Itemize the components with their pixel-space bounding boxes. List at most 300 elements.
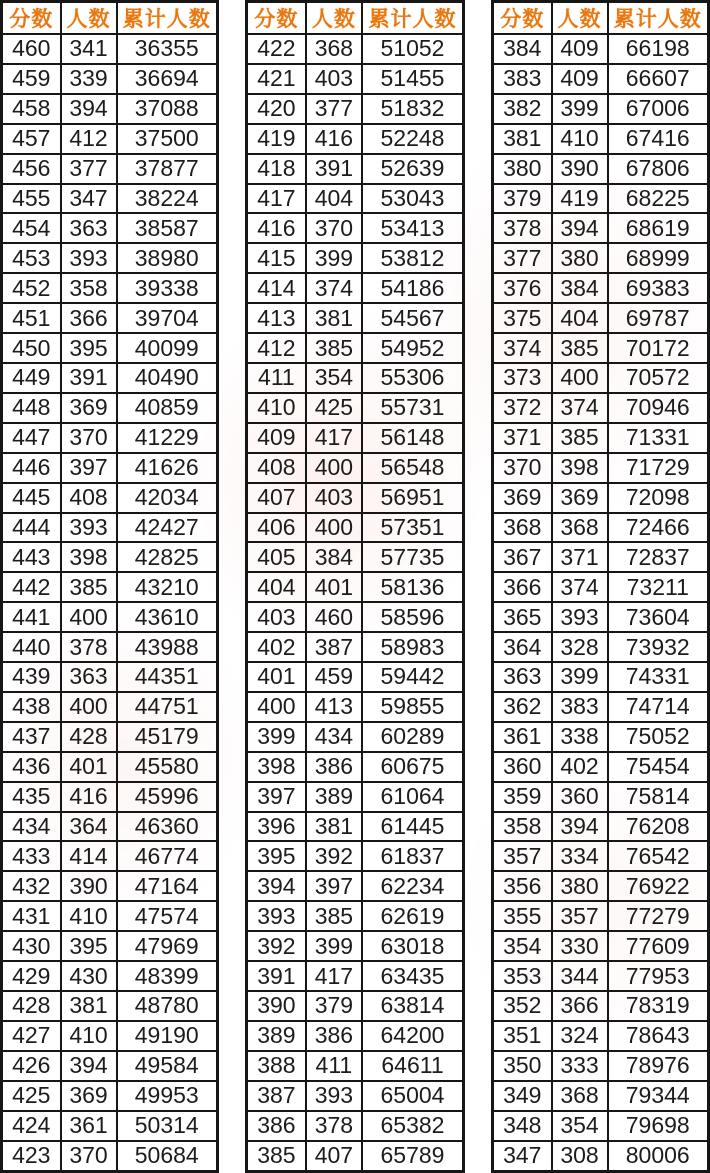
score-cell: 396 xyxy=(247,812,306,842)
table-row xyxy=(2,363,218,393)
count-cell: 378 xyxy=(61,632,117,662)
cumulative-cell: 72098 xyxy=(608,483,709,513)
score-cell: 375 xyxy=(493,303,552,333)
count-cell: 341 xyxy=(61,34,117,64)
score-cell: 432 xyxy=(2,871,61,901)
count-cell: 401 xyxy=(306,572,362,602)
score-cell: 397 xyxy=(247,782,306,812)
count-cell: 387 xyxy=(306,632,362,662)
table-row xyxy=(247,453,464,483)
score-cell: 349 xyxy=(493,1081,552,1111)
cumulative-cell: 56148 xyxy=(362,423,463,453)
table-row xyxy=(247,662,464,692)
count-cell: 324 xyxy=(552,1021,608,1051)
table-row xyxy=(493,961,709,991)
table-row xyxy=(493,363,709,393)
cumulative-cell: 73932 xyxy=(608,632,709,662)
count-cell: 369 xyxy=(61,393,117,423)
column-header-score: 分数 xyxy=(247,2,306,35)
table-row xyxy=(247,1021,464,1051)
cumulative-cell: 65789 xyxy=(362,1141,463,1172)
count-cell: 333 xyxy=(552,1051,608,1081)
count-cell: 390 xyxy=(61,871,117,901)
count-cell: 400 xyxy=(306,453,362,483)
table-row xyxy=(2,483,218,513)
count-cell: 399 xyxy=(306,243,362,273)
cumulative-cell: 55731 xyxy=(362,393,463,423)
cumulative-cell: 47969 xyxy=(117,931,218,961)
table-row xyxy=(247,632,464,662)
cumulative-cell: 36355 xyxy=(117,34,218,64)
cumulative-cell: 58983 xyxy=(362,632,463,662)
cumulative-cell: 47574 xyxy=(117,901,218,931)
score-cell: 428 xyxy=(2,991,61,1021)
table-row xyxy=(2,901,218,931)
cumulative-cell: 78319 xyxy=(608,991,709,1021)
score-cell: 417 xyxy=(247,184,306,214)
score-cell: 440 xyxy=(2,632,61,662)
score-cell: 458 xyxy=(2,94,61,124)
table-row xyxy=(247,64,464,94)
count-cell: 393 xyxy=(61,243,117,273)
column-header-cumulative: 累计人数 xyxy=(362,2,463,35)
count-cell: 394 xyxy=(61,1051,117,1081)
score-cell: 382 xyxy=(493,94,552,124)
count-cell: 397 xyxy=(306,871,362,901)
count-cell: 380 xyxy=(552,243,608,273)
table-row xyxy=(2,662,218,692)
table-row xyxy=(2,812,218,842)
score-cell: 410 xyxy=(247,393,306,423)
score-cell: 373 xyxy=(493,363,552,393)
cumulative-cell: 59855 xyxy=(362,692,463,722)
cumulative-cell: 43988 xyxy=(117,632,218,662)
score-cell: 425 xyxy=(2,1081,61,1111)
table-row xyxy=(493,393,709,423)
count-cell: 371 xyxy=(552,542,608,572)
score-cell: 391 xyxy=(247,961,306,991)
score-cell: 445 xyxy=(2,483,61,513)
score-cell: 430 xyxy=(2,931,61,961)
score-cell: 456 xyxy=(2,154,61,184)
cumulative-cell: 42825 xyxy=(117,542,218,572)
table-header xyxy=(247,2,464,35)
count-cell: 385 xyxy=(61,572,117,602)
cumulative-cell: 63018 xyxy=(362,931,463,961)
count-cell: 374 xyxy=(552,393,608,423)
cumulative-cell: 76208 xyxy=(608,812,709,842)
column-header-cumulative: 累计人数 xyxy=(117,2,218,35)
count-cell: 417 xyxy=(306,961,362,991)
count-cell: 389 xyxy=(306,782,362,812)
score-cell: 420 xyxy=(247,94,306,124)
table-row xyxy=(2,64,218,94)
count-cell: 347 xyxy=(61,184,117,214)
score-cell: 415 xyxy=(247,243,306,273)
cumulative-cell: 55306 xyxy=(362,363,463,393)
count-cell: 394 xyxy=(61,94,117,124)
table-row xyxy=(2,572,218,602)
cumulative-cell: 42034 xyxy=(117,483,218,513)
score-cell: 409 xyxy=(247,423,306,453)
table-row xyxy=(493,1111,709,1141)
header-row xyxy=(2,2,218,35)
count-cell: 402 xyxy=(552,752,608,782)
cumulative-cell: 58136 xyxy=(362,572,463,602)
table-row xyxy=(2,692,218,722)
score-cell: 384 xyxy=(493,34,552,64)
table-row xyxy=(2,243,218,273)
cumulative-cell: 50684 xyxy=(117,1141,218,1172)
table-row xyxy=(2,333,218,363)
cumulative-cell: 66607 xyxy=(608,64,709,94)
score-cell: 400 xyxy=(247,692,306,722)
cumulative-cell: 76922 xyxy=(608,871,709,901)
table-row xyxy=(2,34,218,64)
count-cell: 408 xyxy=(61,483,117,513)
table-row xyxy=(493,662,709,692)
cumulative-cell: 48780 xyxy=(117,991,218,1021)
score-cell: 426 xyxy=(2,1051,61,1081)
score-cell: 455 xyxy=(2,184,61,214)
score-cell: 435 xyxy=(2,782,61,812)
cumulative-cell: 40099 xyxy=(117,333,218,363)
count-cell: 369 xyxy=(552,483,608,513)
cumulative-cell: 62619 xyxy=(362,901,463,931)
table-row xyxy=(2,752,218,782)
score-cell: 367 xyxy=(493,542,552,572)
cumulative-cell: 62234 xyxy=(362,871,463,901)
cumulative-cell: 58596 xyxy=(362,602,463,632)
table-row xyxy=(493,752,709,782)
count-cell: 385 xyxy=(306,333,362,363)
cumulative-cell: 60289 xyxy=(362,722,463,752)
count-cell: 410 xyxy=(61,1021,117,1051)
score-cell: 390 xyxy=(247,991,306,1021)
cumulative-cell: 38980 xyxy=(117,243,218,273)
cumulative-cell: 71729 xyxy=(608,453,709,483)
score-cell: 404 xyxy=(247,572,306,602)
cumulative-cell: 75454 xyxy=(608,752,709,782)
score-cell: 459 xyxy=(2,64,61,94)
table-row xyxy=(493,572,709,602)
count-cell: 385 xyxy=(552,423,608,453)
count-cell: 403 xyxy=(306,64,362,94)
table-row xyxy=(247,333,464,363)
header-row xyxy=(493,2,709,35)
score-cell: 357 xyxy=(493,841,552,871)
score-cell: 419 xyxy=(247,124,306,154)
count-cell: 377 xyxy=(306,94,362,124)
score-cell: 424 xyxy=(2,1111,61,1141)
cumulative-cell: 37500 xyxy=(117,124,218,154)
count-cell: 358 xyxy=(61,273,117,303)
cumulative-cell: 57351 xyxy=(362,513,463,543)
count-cell: 374 xyxy=(552,572,608,602)
score-cell: 379 xyxy=(493,184,552,214)
count-cell: 386 xyxy=(306,752,362,782)
score-cell: 372 xyxy=(493,393,552,423)
cumulative-cell: 40859 xyxy=(117,393,218,423)
table-row xyxy=(493,1081,709,1111)
count-cell: 419 xyxy=(552,184,608,214)
table-row xyxy=(493,1051,709,1081)
cumulative-cell: 77279 xyxy=(608,901,709,931)
count-cell: 377 xyxy=(61,154,117,184)
count-cell: 330 xyxy=(552,931,608,961)
cumulative-cell: 37877 xyxy=(117,154,218,184)
table-row xyxy=(493,303,709,333)
table-row xyxy=(247,363,464,393)
count-cell: 385 xyxy=(552,333,608,363)
cumulative-cell: 70946 xyxy=(608,393,709,423)
score-cell: 449 xyxy=(2,363,61,393)
count-cell: 400 xyxy=(61,692,117,722)
cumulative-cell: 67416 xyxy=(608,124,709,154)
table-row xyxy=(247,154,464,184)
cumulative-cell: 49190 xyxy=(117,1021,218,1051)
table-row xyxy=(247,423,464,453)
cumulative-cell: 72466 xyxy=(608,513,709,543)
cumulative-cell: 54567 xyxy=(362,303,463,333)
cumulative-cell: 51455 xyxy=(362,64,463,94)
count-cell: 430 xyxy=(61,961,117,991)
table-header xyxy=(493,2,709,35)
cumulative-cell: 79698 xyxy=(608,1111,709,1141)
column-header-count: 人数 xyxy=(306,2,362,35)
score-cell: 451 xyxy=(2,303,61,333)
count-cell: 369 xyxy=(61,1081,117,1111)
cumulative-cell: 52639 xyxy=(362,154,463,184)
cumulative-cell: 59442 xyxy=(362,662,463,692)
cumulative-cell: 72837 xyxy=(608,542,709,572)
cumulative-cell: 68619 xyxy=(608,213,709,243)
cumulative-cell: 77609 xyxy=(608,931,709,961)
cumulative-cell: 38224 xyxy=(117,184,218,214)
count-cell: 380 xyxy=(552,871,608,901)
table-row xyxy=(2,1051,218,1081)
cumulative-cell: 44351 xyxy=(117,662,218,692)
score-cell: 412 xyxy=(247,333,306,363)
table-row xyxy=(2,513,218,543)
table-row xyxy=(493,901,709,931)
table-row xyxy=(247,513,464,543)
table-row xyxy=(247,273,464,303)
cumulative-cell: 61445 xyxy=(362,812,463,842)
score-cell: 360 xyxy=(493,752,552,782)
score-cell: 385 xyxy=(247,1141,306,1172)
cumulative-cell: 80006 xyxy=(608,1141,709,1172)
table-row xyxy=(247,124,464,154)
table-row xyxy=(2,991,218,1021)
count-cell: 363 xyxy=(61,213,117,243)
table-row xyxy=(247,243,464,273)
count-cell: 354 xyxy=(306,363,362,393)
count-cell: 392 xyxy=(306,841,362,871)
table-row xyxy=(2,1111,218,1141)
cumulative-cell: 79344 xyxy=(608,1081,709,1111)
table-row xyxy=(493,692,709,722)
table-row xyxy=(2,782,218,812)
table-row xyxy=(493,154,709,184)
score-cell: 436 xyxy=(2,752,61,782)
column-header-cumulative: 累计人数 xyxy=(608,2,709,35)
score-cell: 353 xyxy=(493,961,552,991)
cumulative-cell: 75052 xyxy=(608,722,709,752)
count-cell: 398 xyxy=(552,453,608,483)
count-cell: 370 xyxy=(306,213,362,243)
table-row xyxy=(493,812,709,842)
table-row xyxy=(247,901,464,931)
count-cell: 411 xyxy=(306,1051,362,1081)
count-cell: 339 xyxy=(61,64,117,94)
cumulative-cell: 67006 xyxy=(608,94,709,124)
score-cell: 389 xyxy=(247,1021,306,1051)
count-cell: 385 xyxy=(306,901,362,931)
cumulative-cell: 73211 xyxy=(608,572,709,602)
score-cell: 363 xyxy=(493,662,552,692)
count-cell: 425 xyxy=(306,393,362,423)
count-cell: 407 xyxy=(306,1141,362,1172)
column-header-score: 分数 xyxy=(493,2,552,35)
table-row xyxy=(247,542,464,572)
count-cell: 428 xyxy=(61,722,117,752)
table-row xyxy=(2,841,218,871)
count-cell: 370 xyxy=(61,1141,117,1172)
count-cell: 361 xyxy=(61,1111,117,1141)
score-cell: 442 xyxy=(2,572,61,602)
score-cell: 356 xyxy=(493,871,552,901)
cumulative-cell: 65382 xyxy=(362,1111,463,1141)
score-cell: 453 xyxy=(2,243,61,273)
table-row xyxy=(493,931,709,961)
count-cell: 338 xyxy=(552,722,608,752)
table-row xyxy=(493,782,709,812)
count-cell: 334 xyxy=(552,841,608,871)
count-cell: 366 xyxy=(552,991,608,1021)
table-row xyxy=(247,931,464,961)
cumulative-cell: 64200 xyxy=(362,1021,463,1051)
score-cell: 378 xyxy=(493,213,552,243)
score-cell: 350 xyxy=(493,1051,552,1081)
table-row xyxy=(2,602,218,632)
count-cell: 394 xyxy=(552,213,608,243)
count-cell: 370 xyxy=(61,423,117,453)
cumulative-cell: 49584 xyxy=(117,1051,218,1081)
table-row xyxy=(247,812,464,842)
table-row xyxy=(493,94,709,124)
score-cell: 407 xyxy=(247,483,306,513)
score-table-right xyxy=(491,0,710,1173)
table-row xyxy=(493,991,709,1021)
score-cell: 405 xyxy=(247,542,306,572)
score-cell: 347 xyxy=(493,1141,552,1172)
score-cell: 401 xyxy=(247,662,306,692)
table-row xyxy=(247,572,464,602)
table-row xyxy=(247,961,464,991)
table-row xyxy=(493,34,709,64)
cumulative-cell: 41229 xyxy=(117,423,218,453)
cumulative-cell: 48399 xyxy=(117,961,218,991)
count-cell: 400 xyxy=(552,363,608,393)
score-cell: 387 xyxy=(247,1081,306,1111)
table-row xyxy=(493,871,709,901)
table-row xyxy=(493,423,709,453)
score-cell: 402 xyxy=(247,632,306,662)
count-cell: 393 xyxy=(61,513,117,543)
count-cell: 386 xyxy=(306,1021,362,1051)
cumulative-cell: 67806 xyxy=(608,154,709,184)
table-header xyxy=(2,2,218,35)
cumulative-cell: 50314 xyxy=(117,1111,218,1141)
count-cell: 403 xyxy=(306,483,362,513)
score-cell: 380 xyxy=(493,154,552,184)
cumulative-cell: 66198 xyxy=(608,34,709,64)
table-row xyxy=(493,722,709,752)
cumulative-cell: 63435 xyxy=(362,961,463,991)
table-row xyxy=(2,931,218,961)
cumulative-cell: 77953 xyxy=(608,961,709,991)
table-row xyxy=(493,124,709,154)
count-cell: 366 xyxy=(61,303,117,333)
score-cell: 454 xyxy=(2,213,61,243)
count-cell: 400 xyxy=(61,602,117,632)
score-cell: 368 xyxy=(493,513,552,543)
score-cell: 460 xyxy=(2,34,61,64)
score-cell: 388 xyxy=(247,1051,306,1081)
table-row xyxy=(2,124,218,154)
count-cell: 397 xyxy=(61,453,117,483)
cumulative-cell: 68999 xyxy=(608,243,709,273)
table-row xyxy=(493,184,709,214)
cumulative-cell: 39704 xyxy=(117,303,218,333)
score-cell: 355 xyxy=(493,901,552,931)
table-row xyxy=(2,1021,218,1051)
count-cell: 378 xyxy=(306,1111,362,1141)
count-cell: 409 xyxy=(552,64,608,94)
count-cell: 391 xyxy=(306,154,362,184)
score-cell: 386 xyxy=(247,1111,306,1141)
score-cell: 439 xyxy=(2,662,61,692)
cumulative-cell: 69787 xyxy=(608,303,709,333)
count-cell: 381 xyxy=(61,991,117,1021)
score-cell: 434 xyxy=(2,812,61,842)
score-cell: 374 xyxy=(493,333,552,363)
table-row xyxy=(247,991,464,1021)
count-cell: 394 xyxy=(552,812,608,842)
table-row xyxy=(493,1141,709,1172)
cumulative-cell: 36694 xyxy=(117,64,218,94)
score-cell: 394 xyxy=(247,871,306,901)
header-row xyxy=(247,2,464,35)
cumulative-cell: 70172 xyxy=(608,333,709,363)
cumulative-cell: 37088 xyxy=(117,94,218,124)
cumulative-cell: 39338 xyxy=(117,273,218,303)
score-cell: 364 xyxy=(493,632,552,662)
count-cell: 414 xyxy=(61,841,117,871)
cumulative-cell: 52248 xyxy=(362,124,463,154)
table-row xyxy=(2,154,218,184)
column-header-count: 人数 xyxy=(61,2,117,35)
score-cell: 408 xyxy=(247,453,306,483)
count-cell: 399 xyxy=(552,94,608,124)
count-cell: 390 xyxy=(552,154,608,184)
cumulative-cell: 54186 xyxy=(362,273,463,303)
score-cell: 450 xyxy=(2,333,61,363)
score-cell: 398 xyxy=(247,752,306,782)
column-header-score: 分数 xyxy=(2,2,61,35)
count-cell: 413 xyxy=(306,692,362,722)
